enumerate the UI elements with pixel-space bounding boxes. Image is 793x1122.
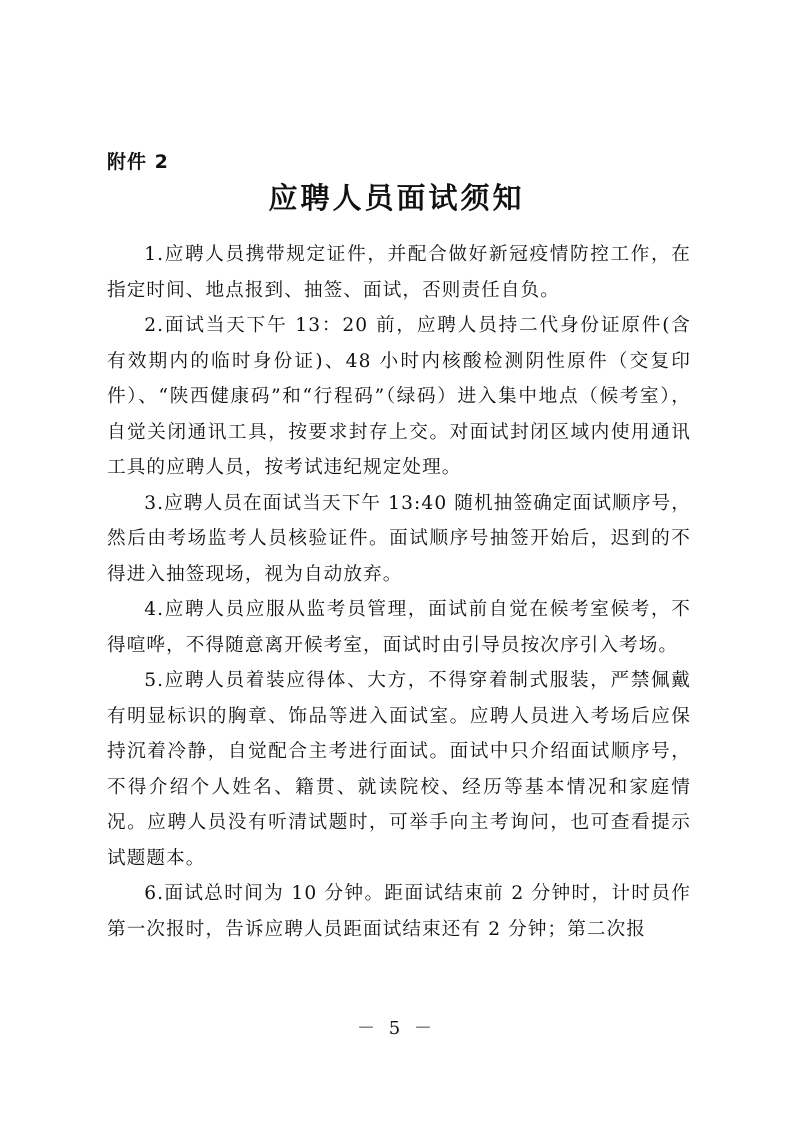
page-number: － 5 －	[357, 1018, 436, 1039]
document-body	[107, 237, 691, 947]
paragraph-6: 6.面试总时间为 10 分钟。距面试结束前 2 分钟时，计时员作第一次报时，告诉应聘人员距面试结束还有 2 分钟；第二次报	[107, 883, 691, 940]
paragraph-1: 1.应聘人员携带规定证件，并配合做好新冠疫情防控工作，在指定时间、地点报到、抽签、面试，否则责任自负。	[107, 244, 691, 301]
paragraph-2: 2.面试当天下午 13：20 前，应聘人员持二代身份证原件(含有效期内的临时身份证)、48 小时内核酸检测阴性原件（交复印件）、“陕西健康码”和“行程码”（绿码）进入集中地点（候考室），自觉关闭通讯工具，按要求封存上交。对面试封闭区域内使用通讯工具的应聘人员，按考试违纪规定处理。	[107, 315, 691, 478]
attachment-label: 附件 2	[107, 151, 169, 173]
document-title: 应聘人员面试须知	[268, 181, 525, 215]
paragraph-4: 4.应聘人员应服从监考员管理，面试前自觉在候考室候考，不得喧哗，不得随意离开候考室，面试时由引导员按次序引入考场。	[107, 599, 691, 656]
paragraph-3: 3.应聘人员在面试当天下午 13:40 随机抽签确定面试顺序号，然后由考场监考人员核验证件。面试顺序号抽签开始后，迟到的不得进入抽签现场，视为自动放弃。	[107, 492, 691, 585]
paragraph-5: 5.应聘人员着装应得体、大方，不得穿着制式服装，严禁佩戴有明显标识的胸章、饰品等进入面试室。应聘人员进入考场后应保持沉着冷静，自觉配合主考进行面试。面试中只介绍面试顺序号，不得介绍个人姓名、籍贯、就读院校、经历等基本情况和家庭情况。应聘人员没有听清试题时，可举手向主考询问，也可查看提示试题题本。	[107, 670, 691, 869]
